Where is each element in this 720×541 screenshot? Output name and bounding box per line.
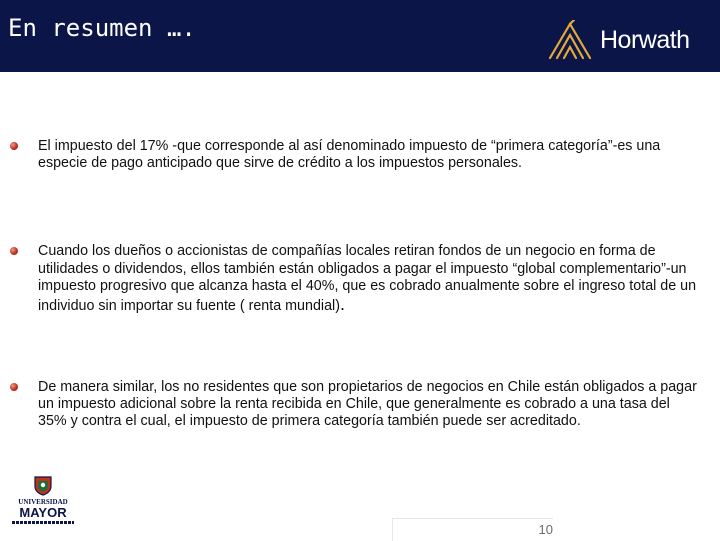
bullet-icon (10, 383, 18, 391)
bullet-item (38, 138, 700, 172)
page-number-box (392, 518, 553, 541)
bullet-text: De manera similar, los no residentes que son propietarios de negocios en Chile están obligados a pagar un impuesto adicional sobre la renta recibida en Chile, que generalmente es cobrado a una tasa del 35% y contra el cual, el impuesto de primera categoría también puede ser acreditado. (38, 379, 697, 430)
bullet-icon (10, 142, 18, 150)
slide-header (0, 0, 720, 72)
universidad-mayor-logo (12, 476, 74, 532)
bullet-icon (10, 247, 18, 255)
horwath-logo-text: Horwath (600, 26, 690, 54)
bullet-trailing-period: . (339, 293, 345, 314)
university-name-main: MAYOR (19, 505, 67, 520)
horwath-mountain-icon (548, 20, 600, 64)
shield-crest-icon (34, 476, 52, 496)
bullet-item (38, 243, 700, 315)
slide-title: En resumen …. (8, 14, 196, 42)
bullet-text: El impuesto del 17% -que corresponde al así denominado impuesto de “primera categoría”-es una especie de pago anticipado que sirve de crédito a los impuestos personales. (38, 138, 661, 172)
horwath-logo (548, 20, 698, 64)
page-number: 10 (538, 522, 553, 537)
bullet-item (38, 379, 700, 431)
university-name-top: UNIVERSIDAD (18, 498, 68, 506)
university-tagline-decoration (12, 521, 74, 524)
bullet-text: Cuando los dueños o accionistas de compañías locales retiran fondos de un negocio en forma de utilidades o dividendos, ellos también están obligados a pagar el impuesto “global complementario”-un impuesto progresivo que alcanza hasta el 40%, que es cobrado anualmente sobre el ingreso total de un individuo sin importar su fuente ( renta mundial) (38, 243, 697, 314)
